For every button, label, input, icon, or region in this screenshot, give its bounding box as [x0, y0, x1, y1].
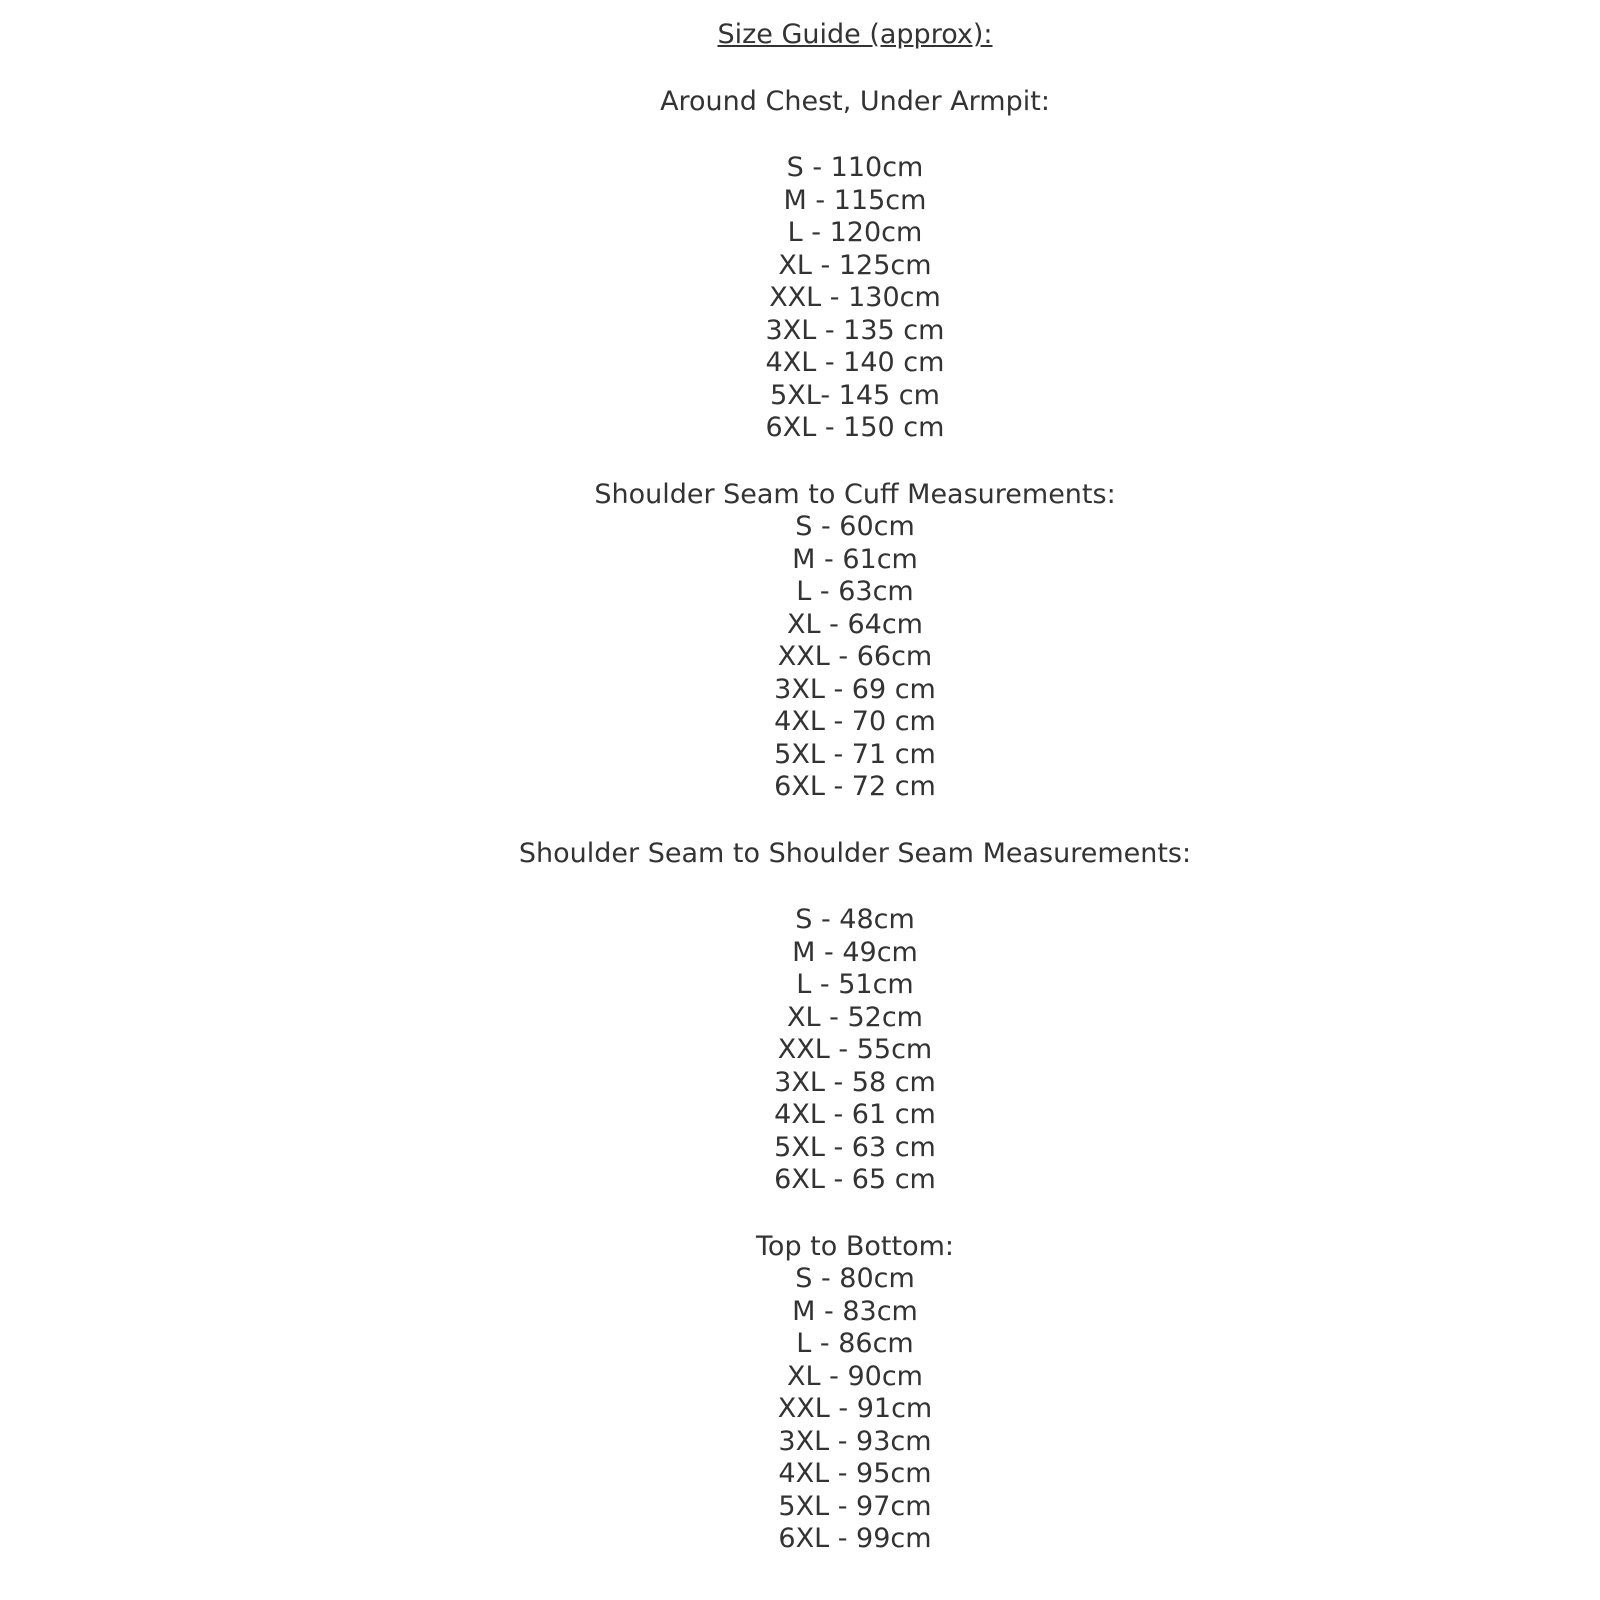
- size-row: XXL - 130cm: [769, 282, 941, 313]
- size-row: 4XL - 70 cm: [774, 706, 936, 737]
- size-row: S - 60cm: [795, 511, 915, 542]
- size-row: S - 80cm: [795, 1263, 915, 1294]
- size-row: 3XL - 58 cm: [774, 1066, 936, 1098]
- spacer: [110, 52, 1600, 86]
- size-row: 5XL - 97cm: [778, 1490, 932, 1522]
- size-row: XL - 64cm: [787, 608, 923, 640]
- spacer: [110, 445, 1600, 479]
- section-heading: Top to Bottom:: [756, 1230, 954, 1262]
- size-row: M - 83cm: [792, 1295, 918, 1327]
- size-row: L - 86cm: [796, 1328, 914, 1359]
- size-row: M - 115cm: [783, 184, 927, 216]
- size-row: XL - 52cm: [787, 1001, 923, 1033]
- size-row: 5XL - 71 cm: [774, 738, 936, 770]
- size-row: S - 48cm: [795, 904, 915, 935]
- size-row: 5XL- 145 cm: [770, 379, 940, 411]
- size-row: 6XL - 72 cm: [774, 771, 936, 802]
- size-row: L - 51cm: [796, 969, 914, 1000]
- spacer: [110, 118, 1600, 152]
- size-row: L - 63cm: [796, 576, 914, 607]
- size-row: 3XL - 135 cm: [765, 314, 945, 346]
- spacer: [110, 870, 1600, 904]
- size-row: 6XL - 65 cm: [774, 1164, 936, 1195]
- size-row: XL - 125cm: [778, 249, 932, 281]
- size-row: M - 61cm: [792, 543, 918, 575]
- spacer: [110, 804, 1600, 838]
- section-heading: Around Chest, Under Armpit:: [660, 85, 1050, 117]
- size-row: L - 120cm: [787, 217, 923, 248]
- size-row: 6XL - 150 cm: [765, 412, 945, 443]
- size-row: M - 49cm: [792, 936, 918, 968]
- size-row: 4XL - 61 cm: [774, 1099, 936, 1130]
- size-row: S - 110cm: [786, 152, 924, 183]
- size-row: 4XL - 95cm: [778, 1458, 932, 1489]
- size-row: 3XL - 69 cm: [774, 673, 936, 705]
- size-row: XXL - 66cm: [777, 641, 933, 672]
- size-row: XXL - 91cm: [777, 1393, 933, 1424]
- size-row: XXL - 55cm: [777, 1034, 933, 1065]
- size-row: 4XL - 140 cm: [765, 347, 945, 378]
- spacer: [110, 1197, 1600, 1231]
- section-top-to-bottom: [110, 1231, 1600, 1556]
- section-around-chest: [110, 86, 1600, 445]
- size-row: XL - 90cm: [787, 1360, 923, 1392]
- section-heading: Shoulder Seam to Shoulder Seam Measurements:: [518, 837, 1192, 869]
- section-heading: Shoulder Seam to Cuff Measurements:: [594, 478, 1116, 510]
- size-row: 6XL - 99cm: [778, 1523, 932, 1554]
- size-guide-title: Size Guide (approx):: [717, 19, 993, 50]
- section-seam-to-seam: [110, 838, 1600, 1197]
- section-seam-to-cuff: [110, 479, 1600, 804]
- size-row: 3XL - 93cm: [778, 1425, 932, 1457]
- size-row: 5XL - 63 cm: [774, 1131, 936, 1163]
